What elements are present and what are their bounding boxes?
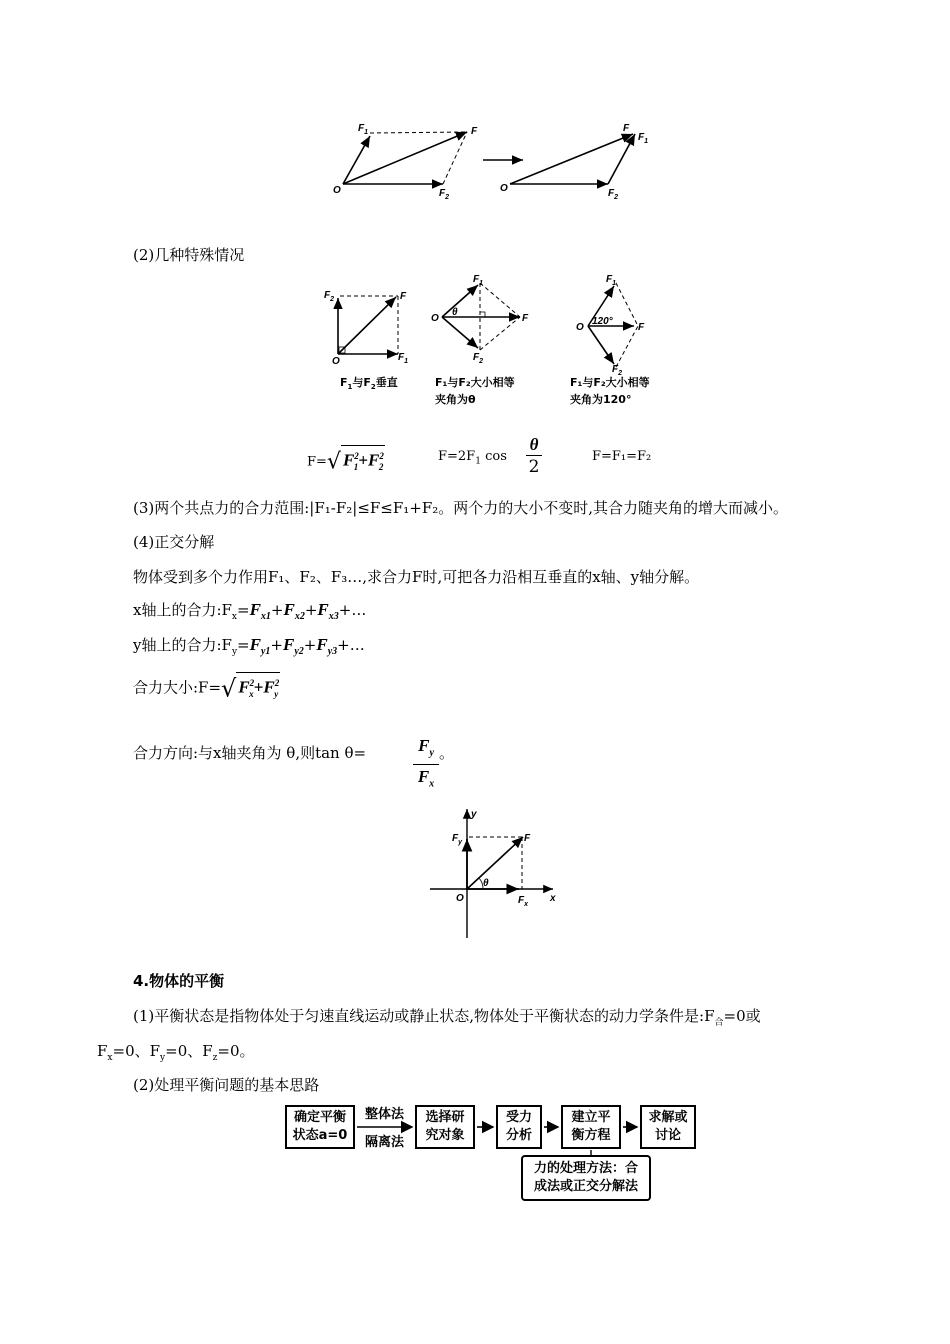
- flow-box-solve-l1: 求解或: [648, 1110, 688, 1125]
- axis-fy-label: $F_y$: [452, 833, 463, 846]
- formula-perp: F=√ $F^2_1+F^2_2$: [307, 445, 385, 477]
- para-orthogonal-body: 物体受到多个力作用F₁、F₂、F₃…,求合力F时,可把各力沿相互垂直的x轴、y轴分解。: [133, 568, 700, 586]
- label-f-right: F: [623, 123, 630, 134]
- formula-angle120: F=F₁=F₂: [592, 449, 652, 464]
- flowchart: [285, 1103, 705, 1203]
- perp-f-label: F: [400, 291, 407, 302]
- x-sum-line: x轴上的合力$:F_x=F_{x1}+F_{x2}+F_{x3}+\dots$: [133, 600, 367, 622]
- perp-f2-label: $F_2$: [324, 290, 335, 303]
- a120-caption-1: F₁与F₂大小相等: [570, 376, 650, 389]
- label-f1-right: $F_1$: [638, 132, 649, 145]
- perp-caption: $F_1$与$F_2$垂直: [340, 376, 398, 391]
- label-o-left: O: [333, 185, 341, 196]
- flow-box-force-l1: 受力: [505, 1110, 532, 1125]
- direction-line: 合力方向:与x轴夹角为 θ,则tan θ= $F_y$ $F_x$ 。: [133, 735, 533, 790]
- label-f-left: F: [471, 126, 478, 137]
- axis-f-label: F: [524, 833, 531, 844]
- a120-f1-label: $F_1$: [606, 274, 617, 287]
- axis-diagram: [425, 803, 565, 943]
- equal-f-label: F: [522, 313, 529, 324]
- para-range: (3)两个共点力的合力范围:|F₁-F₂|≤F≤F₁+F₂。两个力的大小不变时,其合力随夹角的增大而减小。: [133, 499, 789, 517]
- equal-o-label: O: [431, 313, 439, 324]
- axis-x-label: x: [550, 893, 556, 904]
- magnitude-line: 合力大小:F=√ $F^2_x+F^2_y$: [133, 672, 280, 704]
- y-sum-line: y轴上的合力$:F_y=F_{y1}+F_{y2}+F_{y3}+\dots$: [133, 635, 365, 657]
- a120-f2-label: $F_2$: [612, 364, 623, 377]
- para-balance-1: (1)平衡状态是指物体处于匀速直线运动或静止状态,物体处于平衡状态的动力学条件是$:F_合=0$或: [133, 1007, 761, 1028]
- axis-o-label: O: [456, 893, 464, 904]
- flow-box-equation-l2: 衡方程: [571, 1128, 611, 1143]
- flow-box-select-l2: 究对象: [425, 1128, 465, 1143]
- special-cases-diagram: [320, 272, 670, 412]
- section4-title: 4.物体的平衡: [133, 972, 225, 990]
- equal-caption-1: F₁与F₂大小相等: [435, 376, 515, 389]
- para-orthogonal-title: (4)正交分解: [133, 533, 215, 551]
- equal-theta-label: θ: [452, 307, 458, 318]
- parallelogram-diagram: [325, 118, 665, 203]
- perp-o-label: O: [332, 356, 340, 367]
- equal-f2-label: $F_2$: [473, 352, 484, 365]
- flow-box-equation-l1: 建立平: [571, 1110, 611, 1125]
- flow-box-force-l2: 分析: [505, 1128, 532, 1143]
- a120-caption-2: 夹角为120°: [570, 393, 632, 406]
- flow-box-determine-l2: 状态a=0: [292, 1128, 348, 1143]
- equal-f1-label: $F_1$: [473, 274, 484, 287]
- label-f2-left: $F_2$: [439, 188, 450, 201]
- a120-o-label: O: [576, 322, 584, 333]
- flow-box-solve-l2: 讨论: [654, 1128, 681, 1143]
- flow-arrows: [285, 1103, 705, 1203]
- para-balance-2: $F_x=0$、$F_y=0$、$F_z=0$。: [97, 1042, 255, 1063]
- label-f2-right: $F_2$: [608, 188, 619, 201]
- flow-arrow-1-top: 整体法: [365, 1107, 405, 1122]
- label-f1-left: $F_1$: [358, 123, 369, 136]
- a120-angle-label: 120°: [592, 316, 613, 327]
- axis-fx-label: $F_x$: [518, 895, 529, 908]
- a120-f-label: F: [638, 322, 645, 333]
- flow-note-l2: 成法或正交分解法: [533, 1179, 638, 1194]
- label-o-right: O: [500, 183, 508, 194]
- flow-arrow-1-bottom: 隔离法: [365, 1135, 405, 1150]
- axis-theta-label: θ: [483, 878, 489, 889]
- section-special-title: (2)几种特殊情况: [133, 246, 245, 264]
- equal-caption-2: 夹角为θ: [435, 393, 476, 406]
- flow-box-determine-l1: 确定平衡: [293, 1110, 346, 1125]
- flow-note-l1: 力的处理方法：合: [533, 1161, 638, 1176]
- flow-box-select-l1: 选择研: [425, 1110, 465, 1125]
- para-balance-3: (2)处理平衡问题的基本思路: [133, 1076, 320, 1094]
- perp-f1-label: $F_1$: [398, 352, 409, 365]
- axis-y-label: y: [471, 809, 477, 820]
